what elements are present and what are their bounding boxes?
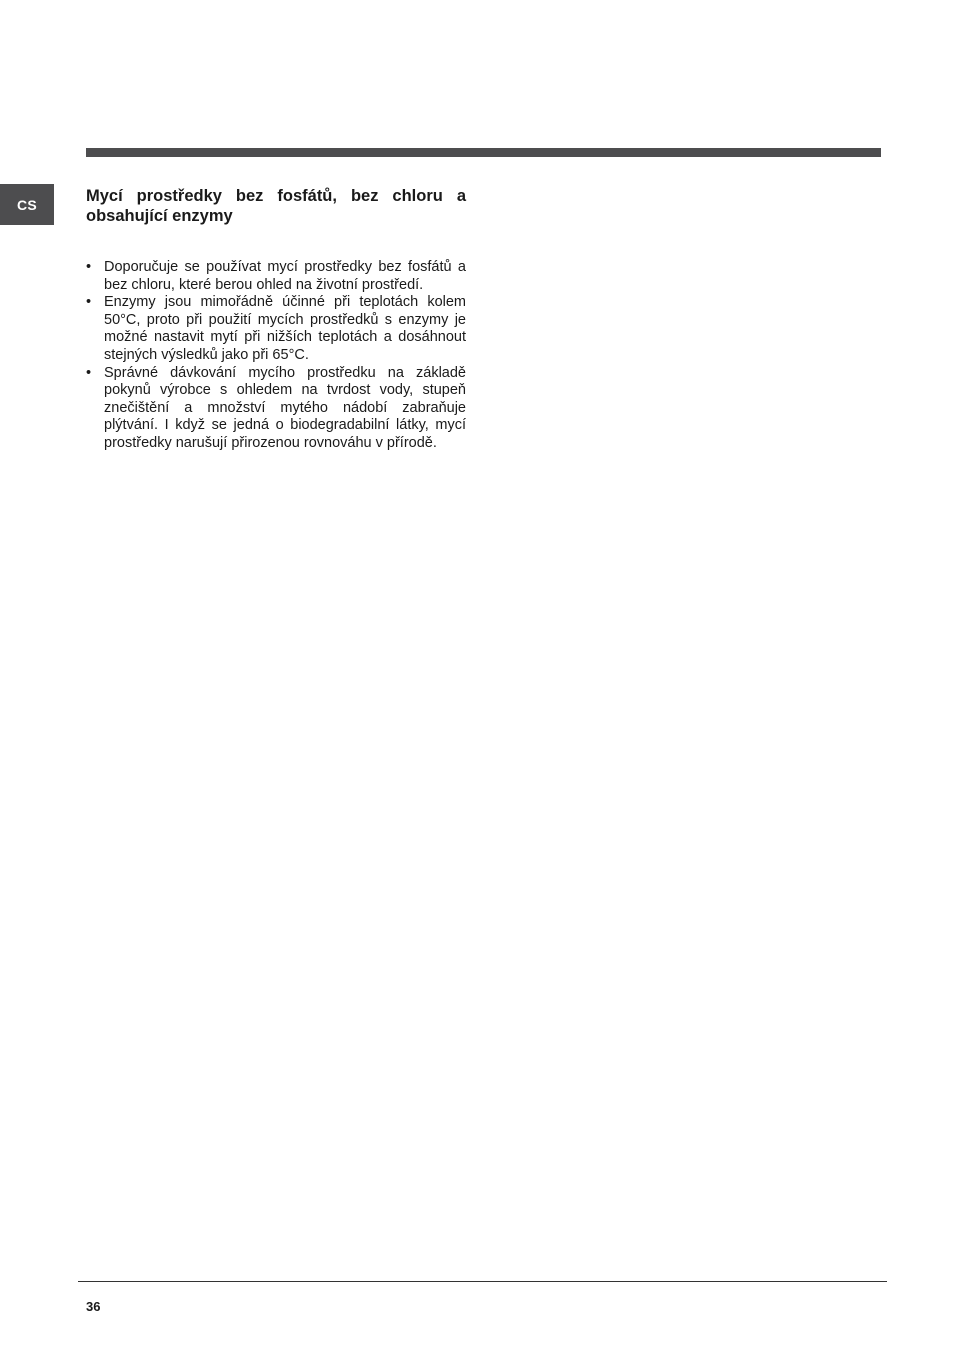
list-item	[86, 259, 466, 294]
page-number: 36	[86, 1299, 101, 1314]
list-item	[86, 365, 466, 453]
bullet-dot: •	[86, 294, 92, 311]
footer-rule	[78, 1281, 887, 1282]
list-item-text: Doporučuje se používat mycí prostředky bez fosfátů a bez chloru, které berou ohled na životní prostředí.	[104, 259, 466, 293]
bullet-dot: •	[86, 364, 92, 381]
list-item	[86, 294, 466, 364]
header-rule	[86, 148, 881, 157]
bullet-dot: •	[86, 259, 92, 275]
content-column	[86, 186, 466, 453]
section-title: Mycí prostředky bez fosfátů, bez chloru a obsahující enzymy	[86, 187, 466, 225]
bullet-list	[86, 259, 466, 453]
list-item-text: Enzymy jsou mimořádně účinné při teplotách kolem 50°C, proto při použití mycích prostředků s enzymy je možné nastavit mytí při nižších teplotách a dosáhnout stejných výsledků jako při 65°C.	[104, 294, 466, 363]
list-item-text: Správné dávkování mycího prostředku na základě pokynů výrobce s ohledem na tvrdost vody, stupeň znečištění a množství mytého nádobí zabraňuje plýtvání. I když se jedná o biodegradabilní látky, mycí prostředky narušují přirozenou rovnováhu v přírodě.	[104, 364, 466, 451]
language-code: CS	[16, 196, 38, 213]
language-tab	[0, 184, 54, 225]
